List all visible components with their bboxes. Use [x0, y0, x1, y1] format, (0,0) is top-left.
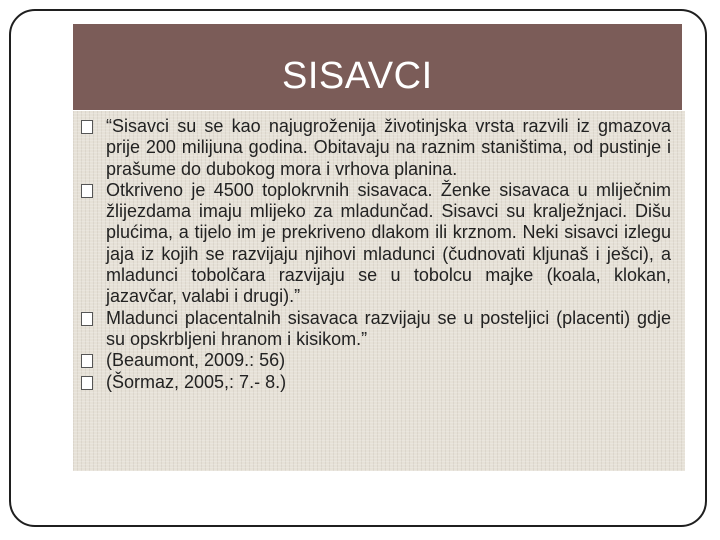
content-box — [73, 111, 685, 471]
title-bar — [73, 24, 682, 110]
bullet-item — [81, 180, 671, 308]
bullet-item — [81, 116, 671, 180]
bullet-item — [81, 308, 671, 351]
square-bullet-icon — [81, 312, 93, 326]
bullet-item — [81, 350, 671, 371]
slide-title: SISAVCI — [282, 55, 433, 97]
bullet-text: Mladunci placentalnih sisavaca razvijaju se u posteljici (placenti) gdje su opskrbljeni hranom i kisikom.” — [106, 307, 671, 349]
bullet-text: “Sisavci su se kao najugroženija životinjska vrsta razvili iz gmazova prije 200 milijuna godina. Obitavaju na raznim staništima, od pustinje i prašume do dubokog mora i vrhova planina. — [106, 116, 671, 179]
bullet-text: (Šormaz, 2005,: 7.- 8.) — [106, 371, 287, 392]
bullet-list — [81, 116, 671, 393]
square-bullet-icon — [81, 184, 93, 198]
square-bullet-icon — [81, 120, 93, 134]
square-bullet-icon — [81, 376, 93, 390]
bullet-item — [81, 372, 671, 393]
bullet-text: Otkriveno je 4500 toplokrvnih sisavaca. Ženke sisavaca u mliječnim žlijezdama imaju mlijeko za mladunčad. Sisavci su kralježnjaci. Dišu plućima, a tijelo im je prekriveno dlakom ili krznom. Neki sisavci izlegu jaja iz kojih se razvijaju njihovi mladunci (čudnovati kljunaš i ješci), a mladunci tobolčara razvijaju se u tobolcu majke (koala, klokan, jazavčar, valabi i drugi).” — [106, 179, 671, 307]
square-bullet-icon — [81, 354, 93, 368]
bullet-text: (Beaumont, 2009.: 56) — [106, 350, 286, 371]
